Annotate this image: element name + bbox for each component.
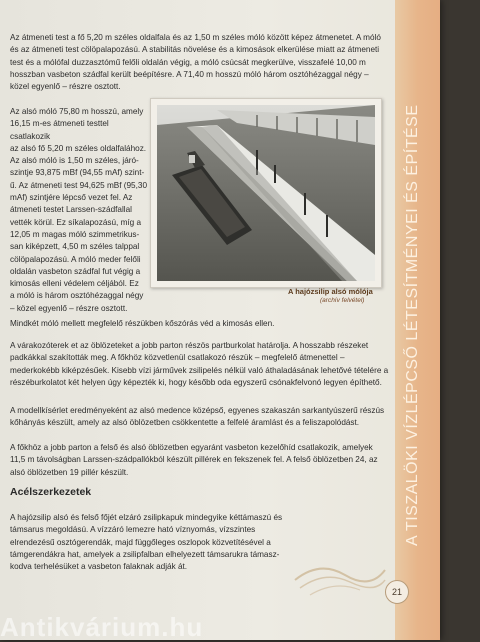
paragraph-line: – közel egyenlő – részre osztott. (10, 303, 128, 313)
paragraph-line: 12,05 m magas móló szimmetrikus- (10, 229, 140, 239)
lock-pier-photo (157, 105, 375, 281)
paragraph-lower-pier (10, 106, 148, 315)
paragraph-line: ű. Az átmeneti test 94,625 mBf (95,30 (10, 180, 147, 190)
paragraph-text: A hajózsilip alsó és felső főjét elzáró zsilipkapuk mindegyike kéttámaszú és támsarus megoldású. A vízzáró lemezre ható víznyomás, vízszintes elrendezésű osztógerendák, majd függőleges oszlopok közvetítésével a támgerendákra hat, amelyek a zsilipfalban elhelyezett támsarukra támasz-kodva terhelésüket a vasbeton falaknak adják át. (10, 513, 283, 572)
section-heading: Acélszerkezetek (10, 486, 92, 498)
photo-credit: (archív felvétel) (320, 297, 365, 304)
chapter-title: A TISZALÖKI VÍZLÉPCSŐ LÉTESÍTMÉNYEI ÉS ÉPÍTÉSE (404, 104, 421, 546)
paragraph-text: A modellkísérlet eredményeként az alsó medence középső, egyenes szakaszán sarkantyúszerű részús kőhányás készült, amely az alsó öblözetben csökkentette a felfelé áramlást és a feliszapolódást. (10, 406, 385, 428)
paragraph-line: Az alsó móló 75,80 m hosszú, amely (10, 107, 144, 116)
paragraph-line: cölöpalapozású. A móló meder felőli (10, 254, 141, 264)
paragraph-model-test (10, 405, 390, 430)
paragraph-line: a móló is három osztóhézaggal négy (10, 291, 144, 301)
paragraph-steel-gates (10, 512, 295, 573)
paragraph-line: az alsó fő 5,20 m széles oldalfalához. (10, 143, 147, 153)
paragraph-text: Az átmeneti test a fő 5,20 m széles oldalfala és az 1,50 m széles móló között képez átmenetet. A móló és az átmeneti test cölöpalapozású. A stabilitás növelése és a kimosások elkerülése miatt az átmeneti test és a mólófal duzzasztómű felőli oldalán végig, a móló csúcsát megkerülve, visszafelé 10,00 m hosszban vasbeton szádfal került beépítésre. A 71,40 m hosszú móló három osztóhézaggal négy – közel egyenlő – részre osztott. (10, 33, 381, 92)
paragraph-text: A várakozóterek et az öblözeteket a jobb parton részös partburkolat határolja. A hosszabb részeket padkákkal szakították meg. A főkhöz közvetlenül csatlakozó részük – megfelelő átmenettel – mederkokébb kiképzésűek. Kisebb vízi járművek zsilipelés nélkül való áthaladásának lehetővé tételére a részéburkolatot két helyen úgy képezték ki, hogy később oda egyszerű csónakfelvonó legyen építhető. (10, 341, 389, 387)
paragraph-line: Az alsó móló is 1,50 m széles, járó- (10, 156, 139, 166)
paragraph-transition-body (10, 32, 390, 93)
watermark-logo: Antikvárium.hu (0, 612, 204, 642)
paragraph-line: szintje 93,875 mBf (94,55 mAf) szint- (10, 168, 145, 178)
paragraph-text: A főkhöz a jobb parton a felső és alsó öblözetben egyaránt vasbeton kezelőhíd csatlakozik, amelyek 11,5 m távolságban Larssen-szádpallókból készült pillérek en fekszenek fel. A felső öblözetben 24, az alsó öblözetben 19 pillér készült. (10, 443, 378, 477)
page-number: 21 (385, 580, 409, 604)
paragraph-line: oldalán vasbeton szádfal fut végig a (10, 266, 141, 276)
paragraph-line: vették körül. Ez síkalapozású, míg a (10, 217, 142, 227)
paragraph-bridge (10, 442, 390, 479)
paragraph-text: Mindkét móló mellett megfelelő részükben kőszórás véd a kimosás ellen. (10, 319, 275, 328)
paragraph-line: 16,15 m-es átmeneti testtel csatlakozik (10, 119, 109, 141)
paragraph-line: átmeneti testet Larssen-szádfallal (10, 205, 132, 215)
photo-frame (150, 98, 382, 288)
paragraph-line: mAf) szintjére lépcső vezet fel. Az (10, 193, 133, 203)
paragraph-waiting-area (10, 340, 390, 389)
paragraph-riprap (10, 318, 390, 330)
ornament-icon (290, 540, 390, 600)
paragraph-line: kimosás elleni védelem céljából. Ez (10, 279, 139, 289)
paragraph-line: san kiképzett, 4,50 m széles talppal (10, 242, 140, 252)
photo-caption: A hajózsilip alsó mólója (288, 287, 373, 296)
